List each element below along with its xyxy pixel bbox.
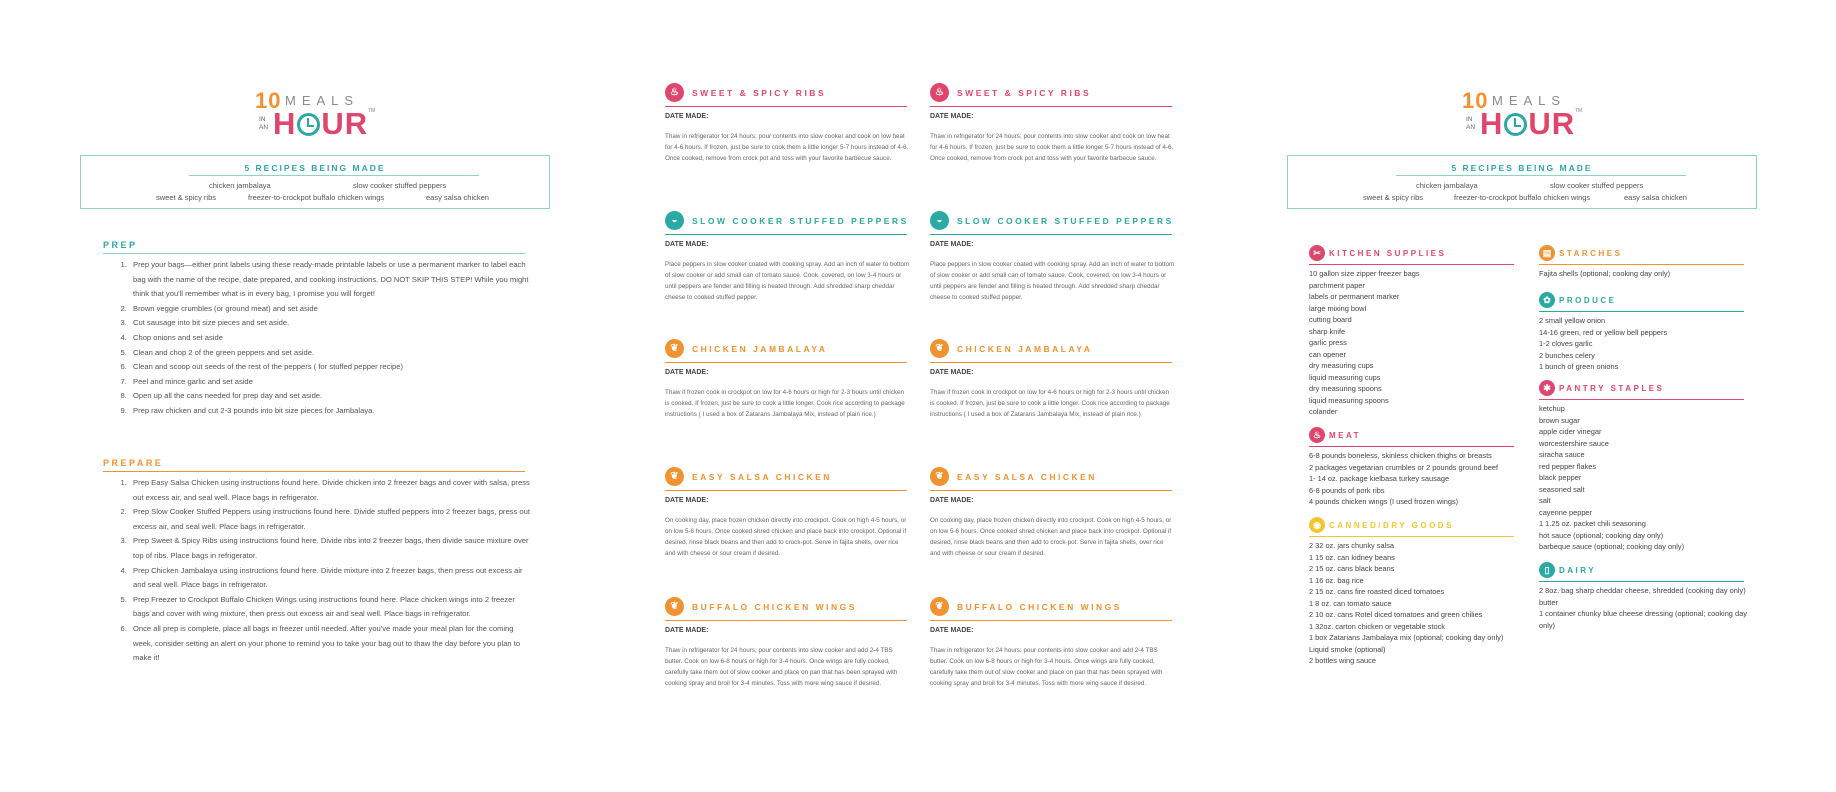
supply-item: worcestershire sauce: [1539, 438, 1609, 448]
divider: [1309, 446, 1514, 447]
supply-item: 2 15 oz. cans black beans: [1309, 564, 1395, 573]
supply-item: 2 8oz. bag sharp cheddar cheese, shredded (cooking day only): [1539, 586, 1746, 595]
logo-hour: H UR: [273, 106, 369, 141]
page-recipes-2: [930, 0, 1180, 792]
chicken-icon: ❦: [930, 339, 949, 358]
supply-section-title: PANTRY STAPLES: [1559, 384, 1665, 393]
brand-logo: [1462, 88, 1602, 158]
divider: [930, 362, 1172, 363]
supply-item: 1- 14 oz. package kielbasa turkey sausage: [1309, 474, 1450, 483]
page-prep: [70, 0, 560, 792]
logo-in-an: IN AN: [259, 116, 269, 131]
date-made-label: DATE MADE:: [665, 113, 709, 120]
supply-item: butter: [1539, 597, 1558, 607]
supply-item: 2 10 oz. cans Rotel diced tomatoes and green chilies: [1309, 610, 1483, 619]
whisk-icon: ✂: [1309, 245, 1325, 261]
supply-item: 1 bunch of green onions: [1539, 362, 1619, 371]
supply-item: black pepper: [1539, 473, 1582, 482]
step-item: 8. Open up all the cans needed for prep day and set aside.: [129, 389, 529, 404]
step-item: 7. Peel and mince garlic and set aside: [129, 375, 529, 390]
recipe-card-title: EASY SALSA CHICKEN: [957, 472, 1097, 482]
clock-icon: [297, 113, 320, 136]
step-item: 4. Prep Chicken Jambalaya using instructions found here. Divide mixture into 2 freezer bags, then press out excess air and seal well. Place bags in refrigerator.: [129, 564, 533, 593]
supply-item: cayenne pepper: [1539, 507, 1593, 517]
divider: [1539, 399, 1744, 400]
recipe-card-instructions: Thaw in refrigerator for 24 hours; pour contents into slow cooker and cook on low heat for 4-6 hours. If frozen, just be sure to cook them a little longer 5-7 hours instead of 4-6. Once cooked, remove from crock pot and toss with your favorite barbecue sauce.: [665, 133, 909, 162]
supply-item: 1 15 oz. can kidney beans: [1309, 552, 1395, 562]
prep-heading: PREP: [103, 240, 138, 250]
step-item: 3. Cut sausage into bit size pieces and set aside.: [129, 316, 529, 331]
recipe-card-title: SWEET & SPICY RIBS: [957, 88, 1092, 98]
supply-item: apple cider vinegar: [1539, 427, 1602, 436]
date-made-label: DATE MADE:: [930, 113, 974, 120]
supply-section-title: MEAT: [1329, 431, 1362, 440]
recipes-box-title: 5 RECIPES BEING MADE: [244, 163, 386, 173]
clock-icon: [1504, 113, 1527, 136]
recipe-card-title: CHICKEN JAMBALAYA: [692, 344, 828, 354]
date-made-label: DATE MADE:: [930, 627, 974, 634]
recipe-card-title: BUFFALO CHICKEN WINGS: [692, 602, 857, 612]
page-shopping: [1287, 0, 1777, 792]
supply-item: can opener: [1309, 349, 1346, 359]
recipe-card-instructions: Thaw in refrigerator for 24 hours; pour contents into slow cooker and cook on low heat for 4-6 hours. If frozen, just be sure to cook them a little longer 5-7 hours instead of 4-6. Once cooked, remove from crock pot and toss with your favorite barbecue sauce.: [930, 133, 1174, 162]
divider: [930, 620, 1172, 621]
recipes-box: [1287, 155, 1757, 209]
recipe-card-title: EASY SALSA CHICKEN: [692, 472, 832, 482]
divider: [1309, 264, 1514, 265]
chicken-icon: ❦: [665, 467, 684, 486]
supply-item: Liquid smoke (optional): [1309, 644, 1386, 654]
step-item: 6. Once all prep is complete, place all bags in freezer until needed. After you've made your meal plan for the coming week, consider setting an alert on your phone to remind you to take your bag out to thaw the day before you plan to make it!: [129, 622, 533, 666]
supply-item: dry measuring cups: [1309, 361, 1374, 370]
supply-item: 2 bottles wing sauce: [1309, 656, 1376, 665]
supply-item: 6-8 pounds of pork ribs: [1309, 485, 1385, 495]
logo-hour: H UR: [1480, 106, 1576, 141]
supply-item: garlic press: [1309, 338, 1347, 347]
recipe-card-instructions: Place peppers in slow cooker coated with cooking spray. Add an inch of water to bottom of slow cooker or add small can of tomato sauce. Cook, covered, on low 3-4 hours or until peppers are fender and filling is heated through. Add shredded sharp cheddar cheese to cooked stuffed pepper.: [930, 261, 1175, 301]
supply-section-title: CANNED/DRY GOODS: [1329, 521, 1454, 530]
supply-item: 1 8 oz. can tomato sauce: [1309, 598, 1392, 608]
step-item: 2. Brown veggie crumbles (or ground meat) and set aside: [129, 302, 529, 317]
prepare-steps: [103, 476, 533, 666]
chicken-icon: ❦: [665, 597, 684, 616]
supply-item: 2 packages vegetarian crumbles or 2 pounds ground beef: [1309, 462, 1498, 472]
supply-item: colander: [1309, 407, 1338, 416]
recipe-item: slow cooker stuffed peppers: [1550, 181, 1644, 190]
recipe-card-instructions: On cooking day, place frozen chicken directly into crockpot. Cook on high 4-5 hours, or on low 5-6 hours. Once cooked shred chicken and place back into crockpot. Optional if desired, rinse black beans and then add to crock-pot. Serve in fajita shells, over rice and with cheese or sour cream if desired.: [930, 517, 1172, 557]
recipe-card-title: SWEET & SPICY RIBS: [692, 88, 827, 98]
chicken-icon: ❦: [930, 467, 949, 486]
recipe-card-title: BUFFALO CHICKEN WINGS: [957, 602, 1122, 612]
supply-item: 4 pounds chicken wings (I used frozen wings): [1309, 497, 1459, 506]
supply-item: 1-2 cloves garlic: [1539, 339, 1593, 348]
date-made-label: DATE MADE:: [665, 627, 709, 634]
date-made-label: DATE MADE:: [665, 241, 709, 248]
divider: [665, 490, 907, 491]
divider: [1396, 175, 1686, 176]
divider: [665, 362, 907, 363]
chicken-icon: ❦: [665, 339, 684, 358]
supply-item: 2 small yellow onion: [1539, 316, 1606, 325]
recipes-box-title: 5 RECIPES BEING MADE: [1451, 163, 1593, 173]
brand-logo: [255, 88, 395, 158]
recipe-card-instructions: Thaw if frozen cook in crockpot on low for 4-6 hours or high for 2-3 hours until chicken is cooked. If frozen, just be sure to cook a little longer. Cook rice according to package instructions ( I used a box of Zatarans Jambalaya Mix, instead of plain rice.): [930, 389, 1170, 418]
divider: [930, 234, 1172, 235]
supply-section-title: DAIRY: [1559, 566, 1597, 575]
divider: [1309, 536, 1514, 537]
recipes-box: [80, 155, 550, 209]
supply-item: liquid measuring cups: [1309, 372, 1381, 382]
step-item: 1. Prep your bags—either print labels using these ready-made printable labels or use a permanent marker to label each bag with the name of the recipe, date prepared, and cooking instructions. DO NOT SKIP THIS STEP! While you might think that you'll remember what is in every bag, I promise you will forget!: [129, 258, 529, 302]
recipe-card-title: SLOW COOKER STUFFED PEPPERS: [957, 216, 1174, 226]
can-icon: ◉: [1309, 517, 1325, 533]
supply-section-title: PRODUCE: [1559, 296, 1617, 305]
supply-item: 2 32 oz. jars chunky salsa: [1309, 541, 1395, 550]
prep-steps: [103, 258, 529, 419]
logo-ten: 10: [1462, 88, 1489, 113]
slow-cooker-icon: ◒: [665, 211, 684, 230]
supply-item: 1 box Zatarians Jambalaya mix (optional; cooking day only): [1309, 633, 1504, 642]
recipe-item: freezer-to-crockpot buffalo chicken wings: [248, 193, 385, 202]
supply-item: labels or permanent marker: [1309, 292, 1400, 301]
supply-section-title: KITCHEN SUPPLIES: [1329, 249, 1447, 258]
rib-icon: ♨: [665, 83, 684, 102]
recipe-item: chicken jambalaya: [209, 181, 271, 190]
date-made-label: DATE MADE:: [665, 369, 709, 376]
recipe-card-instructions: On cooking day, place frozen chicken directly into crockpot. Cook on high 4-5 hours, or on low 5-6 hours. Once cooked shred chicken and place back into crockpot. Optional if desired, rinse black beans and then add to crock-pot. Serve in fajita shells, over rice and with cheese or sour cream if desired.: [665, 517, 907, 557]
step-item: 5. Prep Freezer to Crockpot Buffalo Chicken Wings using instructions found here. Place chicken wings into 2 freezer bags and cover with wing mixture, then press out excess air and seal well. Place bags in refrigerator.: [129, 593, 533, 622]
supply-item: parchment paper: [1309, 280, 1365, 290]
supply-item: seasoned salt: [1539, 484, 1585, 494]
supply-section-title: STARCHES: [1559, 249, 1623, 258]
supply-item: large mixing bowl: [1309, 303, 1367, 313]
supply-item: 10 gallon size zipper freezer bags: [1309, 269, 1420, 278]
supply-item: sharp knife: [1309, 326, 1346, 336]
supply-item: dry measuring spoons: [1309, 384, 1382, 393]
divider: [930, 490, 1172, 491]
recipe-card-title: SLOW COOKER STUFFED PEPPERS: [692, 216, 909, 226]
prepare-heading: PREPARE: [103, 458, 164, 468]
chicken-icon: ❦: [930, 597, 949, 616]
recipe-item: sweet & spicy ribs: [156, 193, 217, 202]
supply-item: ketchup: [1539, 404, 1565, 413]
date-made-label: DATE MADE:: [665, 497, 709, 504]
meat-icon: ♨: [1309, 427, 1325, 443]
supply-item: barbeque sauce (optional; cooking day only): [1539, 542, 1685, 551]
supply-item: cutting board: [1309, 315, 1352, 324]
produce-icon: ✿: [1539, 292, 1555, 308]
slow-cooker-icon: ◒: [930, 211, 949, 230]
step-item: 3. Prep Sweet & Spicy Ribs using instructions found here. Divide ribs into 2 freezer bags, then divide sauce mixture over top of ribs. Place bags in refrigerator.: [129, 534, 533, 563]
divider: [665, 620, 907, 621]
divider: [665, 106, 907, 107]
supply-item: 2 15 oz. cans fire roasted diced tomatoes: [1309, 587, 1445, 596]
logo-ten: 10: [255, 88, 282, 113]
supply-item: 14-16 green, red or yellow bell peppers: [1539, 327, 1668, 337]
supply-item: hot sauce (optional; cooking day only): [1539, 530, 1664, 540]
page-recipes-1: [665, 0, 915, 792]
pantry-icon: ✱: [1539, 380, 1555, 396]
recipe-card-instructions: Place peppers in slow cooker coated with cooking spray. Add an inch of water to bottom of slow cooker or add small can of tomato sauce. Cook, covered, on low 3-4 hours or until peppers are fender and filling is heated through. Add shredded sharp cheddar cheese to cooked stuffed pepper.: [665, 261, 910, 301]
divider: [1539, 581, 1744, 582]
step-item: 5. Clean and chop 2 of the green peppers and set aside.: [129, 346, 529, 361]
supply-item: 1 32oz. carton chicken or vegetable stock: [1309, 621, 1445, 631]
milk-icon: ▯: [1539, 562, 1555, 578]
supply-item: red pepper flakes: [1539, 461, 1597, 471]
step-item: 9. Prep raw chicken and cut 2-3 pounds into bit size pieces for Jambalaya.: [129, 404, 529, 419]
divider: [189, 175, 479, 176]
supply-item: 2 bunches celery: [1539, 350, 1595, 360]
date-made-label: DATE MADE:: [930, 497, 974, 504]
recipe-card-instructions: Thaw in refrigerator for 24 hours; pour contents into slow cooker and add 2-4 TBS butter. Cook on low 6-8 hours or high for 3-4 hours. Once wings are fully cooked, carefully take them out of slow cooker and place on pan that has been sprayed with cooking spray and broil for 3-4 minutes. Toss with more wing sauce if desired.: [930, 647, 1163, 687]
step-item: 4. Chop onions and set aside: [129, 331, 529, 346]
bread-icon: ▤: [1539, 245, 1555, 261]
logo-tm: TM: [1575, 108, 1583, 114]
logo-meals: MEALS: [1492, 93, 1567, 108]
recipe-card-title: CHICKEN JAMBALAYA: [957, 344, 1093, 354]
supply-item: Fajita shells (optional; cooking day only): [1539, 269, 1671, 278]
supply-item: brown sugar: [1539, 415, 1580, 425]
rib-icon: ♨: [930, 83, 949, 102]
supply-item: siracha sauce: [1539, 450, 1585, 459]
divider: [930, 106, 1172, 107]
logo-tm: TM: [368, 108, 376, 114]
divider: [103, 471, 525, 472]
step-item: 6. Clean and scoop out seeds of the rest of the peppers ( for stuffed pepper recipe): [129, 360, 529, 375]
step-item: 1. Prep Easy Salsa Chicken using instructions found here. Divide chicken into 2 freezer bags and cover with salsa, press out excess air, and seal well. Place bags in refrigerator.: [129, 476, 533, 505]
supply-item: 1 16 oz. bag rice: [1309, 575, 1364, 585]
recipe-item: sweet & spicy ribs: [1363, 193, 1424, 202]
supply-item: 6-8 pounds boneless, skinless chicken thighs or breasts: [1309, 451, 1492, 460]
logo-in-an: IN AN: [1466, 116, 1476, 131]
recipe-item: chicken jambalaya: [1416, 181, 1478, 190]
date-made-label: DATE MADE:: [930, 369, 974, 376]
supply-item: 1 container chunky blue cheese dressing (optional; cooking day only): [1539, 609, 1747, 630]
recipe-item: easy salsa chicken: [1624, 193, 1687, 202]
supply-item: 1 1.25 oz. packet chili seasoning: [1539, 519, 1646, 528]
recipe-item: freezer-to-crockpot buffalo chicken wings: [1454, 193, 1591, 202]
step-item: 2. Prep Slow Cooker Stuffed Peppers using instructions found here. Divide stuffed peppers into 2 freezer bags, press out excess air, and seal well. Place bags in refrigerator.: [129, 505, 533, 534]
supply-item: salt: [1539, 496, 1551, 505]
recipe-card-instructions: Thaw if frozen cook in crockpot on low for 4-6 hours or high for 2-3 hours until chicken is cooked. If frozen, just be sure to cook a little longer. Cook rice according to package instructions ( I used a box of Zatarans Jambalaya Mix, instead of plain rice.): [665, 389, 905, 418]
recipe-card-instructions: Thaw in refrigerator for 24 hours; pour contents into slow cooker and add 2-4 TBS butter. Cook on low 6-8 hours or high for 3-4 hours. Once wings are fully cooked, carefully take them out of slow cooker and place on pan that has been sprayed with cooking spray and broil for 3-4 minutes. Toss with more wing sauce if desired.: [665, 647, 898, 687]
logo-meals: MEALS: [285, 93, 360, 108]
recipe-item: slow cooker stuffed peppers: [353, 181, 447, 190]
divider: [665, 234, 907, 235]
divider: [1539, 311, 1744, 312]
date-made-label: DATE MADE:: [930, 241, 974, 248]
recipe-item: easy salsa chicken: [426, 193, 489, 202]
divider: [1539, 264, 1744, 265]
divider: [103, 253, 525, 254]
supply-item: liquid measuring spoons: [1309, 395, 1389, 405]
